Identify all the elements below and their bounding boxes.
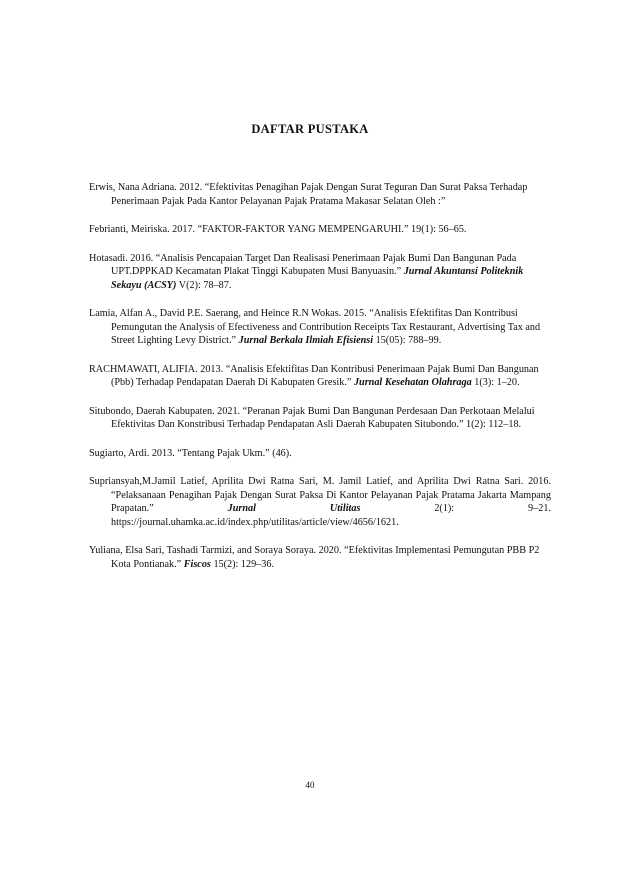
reference-item	[89, 363, 551, 390]
reference-item	[89, 181, 551, 208]
reference-tail: 15(05): 788–99.	[373, 335, 442, 346]
reference-list	[89, 181, 551, 586]
reference-item	[89, 475, 551, 529]
reference-text: Erwis, Nana Adriana. 2012. “Efektivitas Penagihan Pajak Dengan Surat Teguran Dan Surat Paksa Terhadap Penerimaan Pajak Pada Kantor Pelayanan Pajak Pratama Makasar Selatan Oleh :”	[89, 182, 528, 207]
reference-text: Yuliana, Elsa Sari, Tashadi Tarmizi, and Soraya Soraya. 2020. “Efektivitas Implementasi Pemungutan PBB P2 Kota Pontianak.”	[89, 545, 540, 570]
reference-text: Sugiarto, Ardi. 2013. “Tentang Pajak Ukm.” (46).	[89, 447, 292, 459]
reference-text: Supriansyah,M.Jamil Latief, Aprilita Dwi Ratna Sari, M. Jamil Latief, and Aprilita Dwi Ratna Sari. 2016. “Pelaksanaan Penagihan Pajak Dengan Surat Paksa Di Kantor Pelayanan Pajak Pratama Jakarta Mampang Prapatan.”	[89, 476, 551, 514]
reference-tail: 2(1): 9–21. https://journal.uhamka.ac.id/index.php/utilitas/article/view/4656/1621.	[111, 503, 551, 528]
reference-item	[89, 223, 551, 237]
journal-title: Jurnal Berkala Ilmiah Efisiensi	[238, 335, 374, 346]
reference-text: Situbondo, Daerah Kabupaten. 2021. “Peranan Pajak Bumi Dan Bangunan Perdesaan Dan Perkotaan Melalui Efektivitas Dan Konstribusi Terhadap Pendapatan Asli Daerah Kabupaten Situbondo.” 1(2): 112–18.	[89, 405, 535, 430]
reference-item	[89, 405, 551, 432]
reference-text: Hotasadi. 2016. “Analisis Pencapaian Target Dan Realisasi Penerimaan Pajak Bumi Dan Bangunan Pada UPT.DPPKAD Kecamatan Plakat Tinggi Kabupaten Musi Banyuasin.”	[89, 252, 517, 277]
journal-title: Jurnal Kesehatan Olahraga	[353, 377, 472, 388]
reference-tail: 1(3): 1–20.	[471, 377, 520, 388]
reference-item	[89, 447, 551, 461]
page-title: DAFTAR PUSTAKA	[251, 122, 369, 136]
reference-text: Lamia, Alfan A., David P.E. Saerang, and Heince R.N Wokas. 2015. “Analisis Efektifitas Dan Kontribusi Pemungutan the Analysis of Efectiveness and Contribution Receipts Tax Restaurant, Advertising Tax and Street Lighting Levy District.”	[89, 308, 541, 346]
reference-text: Febrianti, Meiriska. 2017. “FAKTOR-FAKTOR YANG MEMPENGARUHI.” 19(1): 56–65.	[89, 224, 467, 235]
reference-item	[89, 307, 551, 348]
reference-item	[89, 544, 551, 571]
journal-title: Fiscos	[183, 558, 211, 570]
reference-tail: 15(2): 129–36.	[210, 558, 274, 570]
reference-text: RACHMAWATI, ALIFIA. 2013. “Analisis Efektifitas Dan Kontribusi Penerimaan Pajak Bumi Dan Bangunan (Pbb) Terhadap Pendapatan Daerah Di Kabupaten Gresik.”	[89, 363, 539, 388]
page-number: 40	[305, 780, 315, 790]
reference-tail: V(2): 78–87.	[176, 279, 232, 291]
journal-title: Jurnal Utilitas	[227, 503, 361, 514]
journal-title: Jurnal Akuntansi Politeknik Sekayu (ACSY)	[111, 266, 524, 291]
reference-item	[89, 252, 551, 293]
